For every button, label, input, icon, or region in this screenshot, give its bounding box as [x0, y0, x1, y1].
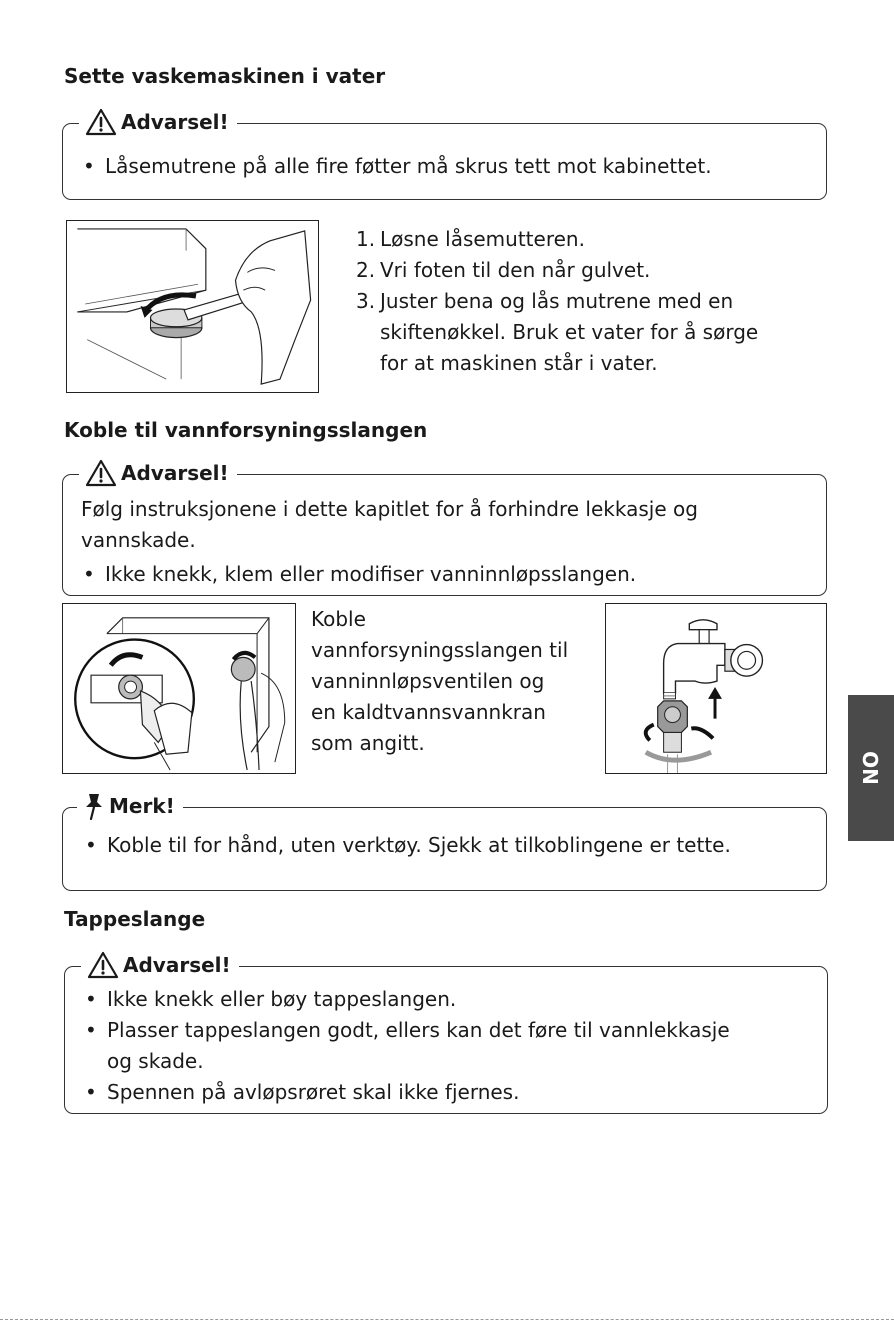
instruction-line: en kaldtvannsvannkran	[311, 700, 546, 724]
step-item: 3. Juster bena og lås mutrene med en	[356, 289, 734, 313]
step-item-continuation: for at maskinen står i vater.	[380, 351, 658, 375]
warning-paragraph-line: vannskade.	[81, 528, 196, 552]
note-title: Merk!	[77, 789, 183, 823]
warning-bullet: • Ikke knekk eller bøy tappeslangen.	[85, 987, 457, 1011]
warning-title: Advarsel!	[81, 948, 239, 982]
warning-paragraph-line: Følg instruksjonene i dette kapitlet for å forhindre lekkasje og	[81, 497, 698, 521]
warning-bullet: • Låsemutrene på alle fire føtter må skrus tett mot kabinettet.	[83, 154, 712, 178]
section-heading-leveling: Sette vaskemaskinen i vater	[64, 64, 386, 88]
pushpin-icon	[83, 792, 105, 820]
leveling-steps	[356, 224, 758, 379]
note-bullet: • Koble til for hånd, uten verktøy. Sjekk at tilkoblingene er tette.	[85, 833, 731, 857]
section-heading-drain-hose: Tappeslange	[64, 907, 206, 931]
step-item: 1. Løsne låsemutteren.	[356, 227, 585, 251]
instruction-line: vannforsyningsslangen til	[311, 638, 569, 662]
page-bottom-rule	[0, 1319, 894, 1320]
step-item-continuation: skiftenøkkel. Bruk et vater for å sørge	[380, 320, 759, 344]
warning-triangle-icon	[85, 459, 117, 487]
instruction-line: som angitt.	[311, 731, 425, 755]
warning-box-leveling	[62, 110, 827, 200]
illustration-inlet-valve	[62, 603, 296, 774]
warning-triangle-icon	[87, 951, 119, 979]
warning-bullet-continuation: og skade.	[107, 1049, 204, 1073]
note-box-water-supply	[62, 794, 827, 891]
warning-bullet: • Ikke knekk, klem eller modifiser vanninnløpsslangen.	[83, 562, 637, 586]
water-supply-instructions	[311, 604, 568, 759]
step-item: 2. Vri foten til den når gulvet.	[356, 258, 651, 282]
warning-title: Advarsel!	[79, 105, 237, 139]
language-tab	[848, 695, 894, 841]
warning-triangle-icon	[85, 108, 117, 136]
warning-title: Advarsel!	[79, 456, 237, 490]
instruction-line: Koble	[311, 607, 366, 631]
warning-box-drain-hose	[64, 953, 828, 1114]
illustration-water-tap	[605, 603, 827, 774]
section-heading-water-supply: Koble til vannforsyningsslangen	[64, 418, 428, 442]
warning-box-water-supply	[62, 461, 827, 596]
warning-bullet: • Plasser tappeslangen godt, ellers kan det føre til vannlekkasje	[85, 1018, 730, 1042]
instruction-line: vanninnløpsventilen og	[311, 669, 545, 693]
warning-bullet: • Spennen på avløpsrøret skal ikke fjernes.	[85, 1080, 520, 1104]
illustration-leveling-foot	[66, 220, 319, 393]
language-tab-label: NO	[859, 751, 883, 785]
